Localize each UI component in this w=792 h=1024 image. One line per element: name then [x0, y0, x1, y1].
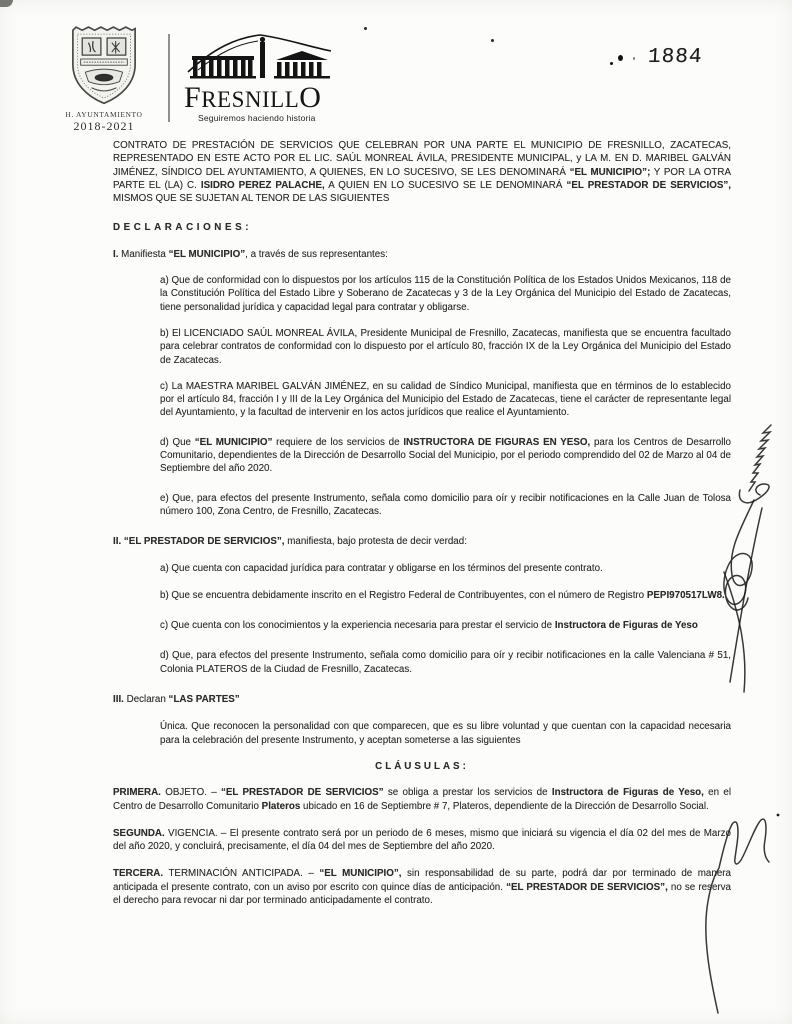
paragraph-intro: CONTRATO DE PRESTACIÓN DE SERVICIOS QUE CELEBRAN POR UNA PARTE EL MUNICIPIO DE FRESNILLO, ZACATECAS, REPRESENTADO EN ESTE ACTO POR EL LIC. SAÚL MONREAL ÁVILA, PRESIDENTE MUNICIPAL, y LA M. EN D. MARIBEL GALVÁN JIMÉNEZ, SÍNDICO DEL AYUNTAMIENTO, A QUIENES, EN LO SUCESIVO, SE LES DENOMINARÁ “EL MUNICIPIO”; Y POR LA OTRA PARTE EL (LA) C. ISIDRO PEREZ PALACHE, A QUIEN EN LO SUCESIVO SE LE DENOMINARÁ “EL PRESTADOR DE SERVICIOS”, MISMOS QUE SE SUJETAN AL TENOR DE LAS SIGUIENTES [113, 140, 732, 205]
crest-caption: H. AYUNTAMIENTO [65, 110, 143, 119]
ink-dot [610, 62, 613, 65]
clause-primera: PRIMERA. OBJETO. – “EL PRESTADOR DE SERVICIOS” se obliga a prestar los servicios de Instructora de Figuras de Yeso, en el Centro de Desarrollo Comunitario Plateros ubicado en 16 de Septiembre # 7, Plateros, dependiente de la Dirección de Desarrollo Social. [113, 787, 731, 812]
paragraph-decl-I-c: c) La MAESTRA MARIBEL GALVÁN JIMÉNEZ, en su calidad de Síndico Municipal, manifiesta que en términos de lo establecido por el artículo 84, fracción I y III de la Ley Orgánica del Municipio del Estado de Zacatecas, tiene el carácter de representante legal del Ayuntamiento, y la facultad de intervenir en los actos jurídicos que realice el Ayuntamiento. [160, 380, 731, 419]
heading-clausulas: CLÁUSULAS: [375, 760, 469, 772]
fresnillo-logo [184, 30, 344, 123]
paragraph-decl-II-d: d) Que, para efectos del presente Instrumento, señala como domicilio para oír y recibir notificaciones en la calle Valenciana # 51, Colonia PLATEROS de la Ciudad de Fresnillo, Zacatecas. [160, 650, 731, 675]
paragraph-decl-II: II. “EL PRESTADOR DE SERVICIOS”, manifiesta, bajo protesta de decir verdad: [113, 536, 467, 548]
paragraph-decl-III: III. Declaran “LAS PARTES” [113, 694, 240, 706]
scan-speck [364, 27, 367, 30]
scan-artifact-corner [0, 0, 13, 7]
logo-title: FRESNILLO [184, 81, 322, 114]
header-divider [168, 34, 170, 122]
logo-tagline: Seguiremos haciendo historia [198, 113, 316, 123]
clause-tercera: TERCERA. TERMINACIÓN ANTICIPADA. – “EL MUNICIPIO”, sin responsabilidad de su parte, podrá dar por terminado de manera anticipada el presente contrato, con un aviso por escrito con quince días de anticipación. “EL PRESTADOR DE SERVICIOS”, no se reserva el derecho para revocar ni dar por terminado anticipadamente el contrato. [113, 868, 732, 906]
municipal-crest [46, 24, 162, 134]
paragraph-unica: Única. Que reconocen la personalidad con que comparecen, que es su libre voluntad y que cuentan con la capacidad necesaria para la celebración del presente Instrumento, y aceptan someterse a las siguientes [160, 721, 731, 746]
paragraph-decl-II-c: c) Que cuenta con los conocimientos y la experiencia necesaria para prestar el servicio de Instructora de Figuras de Yeso [160, 620, 698, 632]
ink-dot [633, 57, 635, 60]
ink-dot [618, 55, 623, 61]
contract-body [113, 139, 731, 920]
paragraph-decl-I-d: d) Que “EL MUNICIPIO” requiere de los servicios de INSTRUCTORA DE FIGURAS EN YESO, para los Centros de Desarrollo Comunitario, dependientes de la Dirección de Desarrollo Social del Municipio, por el periodo comprendido del 02 de Marzo al 04 de Septiembre del año 2020. [160, 436, 732, 475]
coat-of-arms-icon [65, 24, 143, 108]
crest-years: 2018-2021 [73, 119, 135, 133]
paragraph-decl-I-e: e) Que, para efectos del presente Instrumento, señala como domicilio para oír y recibir notificaciones en la Calle Juan de Tolosa número 100, Zona Centro, de Fresnillo, Zacatecas. [160, 492, 731, 517]
paragraph-decl-II-a: a) Que cuenta con capacidad jurídica para contratar y obligarse en los términos del presente contrato. [160, 562, 603, 574]
paragraph-decl-I-b: b) El LICENCIADO SAÚL MONREAL ÁVILA, Presidente Municipal de Fresnillo, Zacatecas, manifiesta que se encuentra facultado para celebrar contratos de conformidad con lo dispuesto por el artículo 80, fracción IX de la Ley Orgánica del Municipio del Estado de Zacatecas. [160, 327, 731, 366]
paragraph-decl-I-a: a) Que de conformidad con lo dispuestos por los artículos 115 de la Constitución Política de los Estados Unidos Mexicanos, 118 de la Constitución Política del Estado Libre y Soberano de Zacatecas y 3 de la Ley Orgánica del Municipio del Estado de Zacatecas, tiene personalidad jurídica y capacidad legal para contratar y obligarse. [160, 275, 731, 313]
paragraph-decl-II-b: b) Que se encuentra debidamente inscrito en el Registro Federal de Contribuyentes, con el número de Registro PEPI970517LW8. [160, 589, 725, 601]
clause-segunda: SEGUNDA. VIGENCIA. – El presente contrato será por un periodo de 6 meses, mismo que iniciará su vigencia el día 02 del mes de Marzo del año 2020, y concluirá, precisamente, el día 04 del mes de Septiembre del año 2020. [113, 827, 731, 853]
folio-number: 1884 [647, 46, 704, 69]
paragraph-decl-I: I. Manifiesta “EL MUNICIPIO”, a través de sus representantes: [113, 248, 388, 260]
aqueduct-skyline-icon [184, 30, 334, 82]
heading-declaraciones: DECLARACIONES: [113, 222, 253, 234]
scan-speck [491, 39, 494, 42]
